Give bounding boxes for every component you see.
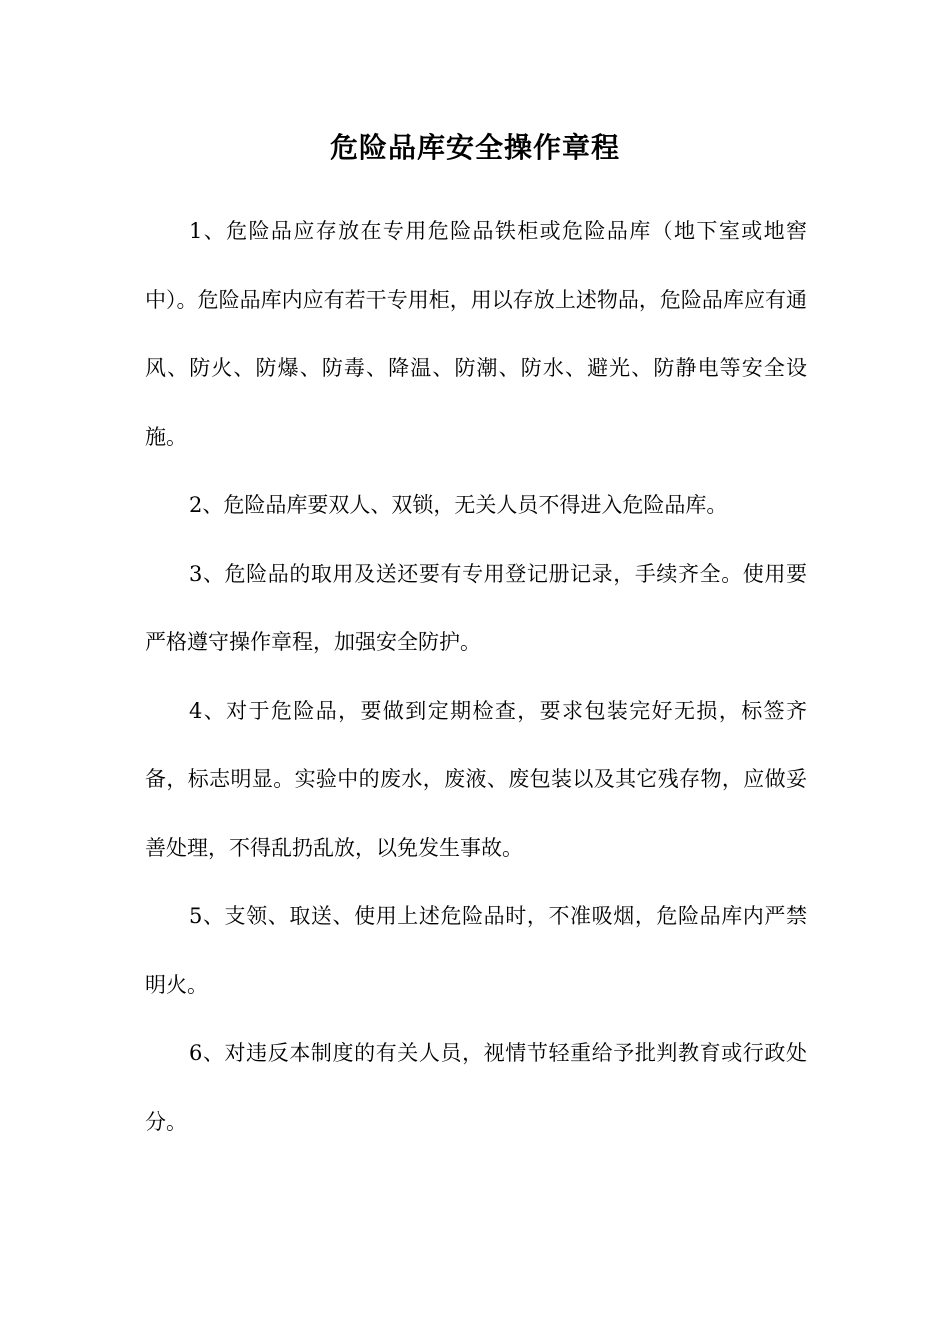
paragraph-2: 2、危险品库要双人、双锁，无关人员不得进入危险品库。: [189, 493, 728, 517]
paragraph-5: 5、支领、取送、使用上述危险品时，不准吸烟，危险品库内严禁明火。: [145, 904, 807, 997]
paragraph-4: 4、对于危险品，要做到定期检查，要求包装完好无损，标签齐备，标志明显。实验中的废水，废液、废包装以及其它残存物，应做妥善处理，不得乱扔乱放，以免发生事故。: [145, 698, 807, 860]
document-body: [145, 197, 807, 1156]
paragraph-3: 3、危险品的取用及送还要有专用登记册记录，手续齐全。使用要严格遵守操作章程，加强安全防护。: [145, 561, 807, 654]
paragraph-6: 6、对违反本制度的有关人员，视情节轻重给予批判教育或行政处分。: [145, 1041, 807, 1134]
paragraph-1: 1、危险品应存放在专用危险品铁柜或危险品库（地下室或地窖中）。危险品库内应有若干专用柜，用以存放上述物品，危险品库应有通风、防火、防爆、防毒、降温、防潮、防水、避光、防静电等安全设施。: [145, 219, 807, 449]
document-title: 危险品库安全操作章程: [329, 131, 620, 164]
